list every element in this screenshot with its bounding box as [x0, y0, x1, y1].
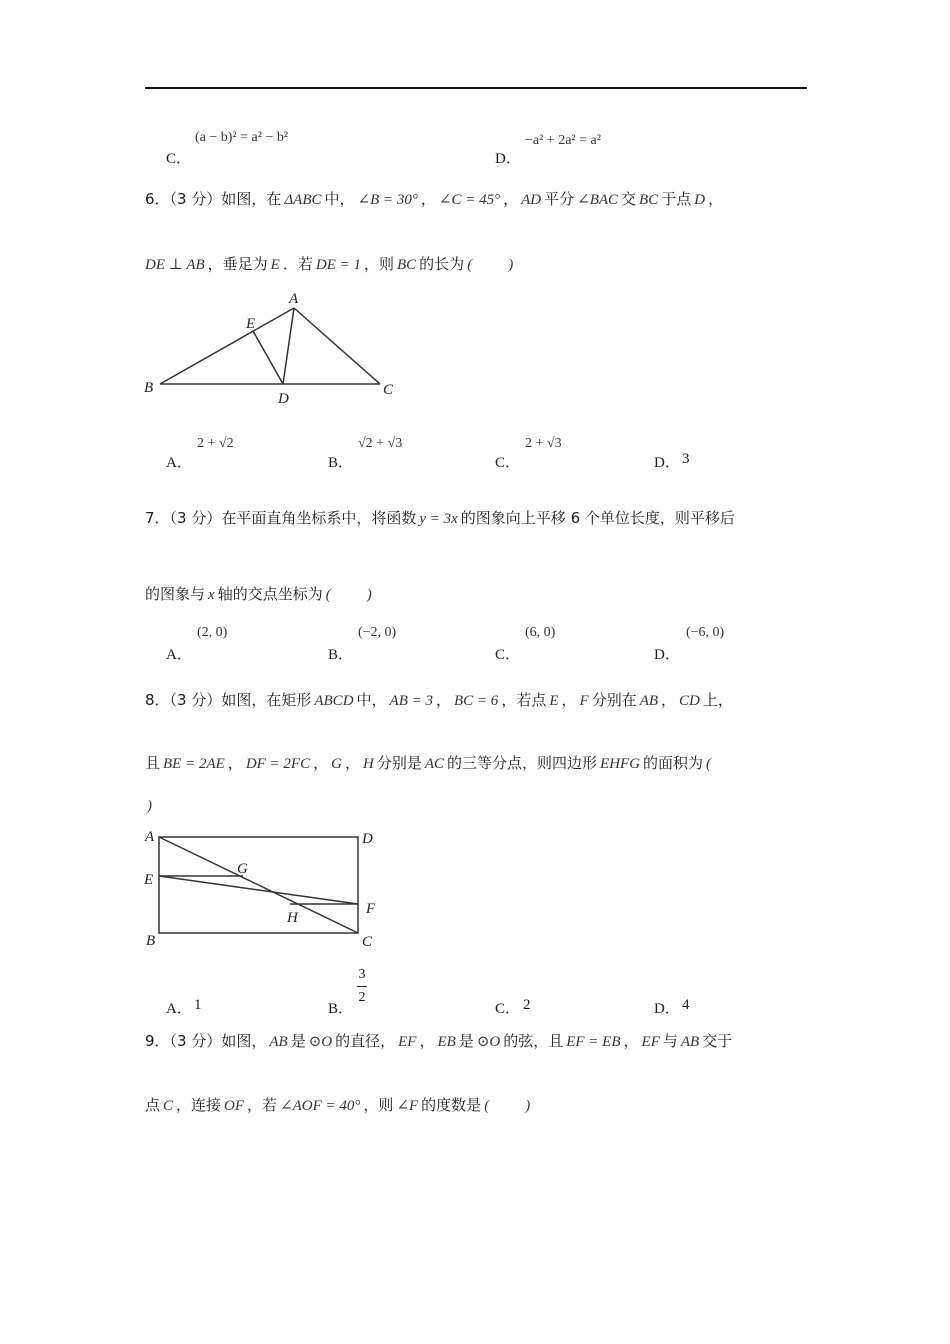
q8-text: ， [561, 691, 577, 709]
q8-text: ， [344, 754, 360, 772]
q6-text: 6．（3 分）如图，在 [145, 190, 282, 208]
q6-text: ，则 [363, 255, 394, 273]
q7-text: 的图象向上平移 6 个单位长度，则平移后 [460, 509, 735, 527]
q7-option-c-value: (6, 0) [525, 625, 556, 640]
q8-text: ，若点 [501, 691, 547, 709]
q7-text: 的图象与 [145, 585, 206, 603]
q6-text: ，垂足为 [207, 255, 268, 273]
q8-text: 的面积为 [643, 754, 704, 772]
q8-math: EHFG [600, 756, 641, 772]
q8-math: F [579, 693, 589, 709]
q8-text: ， [436, 691, 452, 709]
q8-text: 且 [145, 754, 161, 772]
fraction-denominator: 2 [358, 990, 366, 1005]
q7-text: 轴的交点坐标为 [217, 585, 323, 603]
q6-text: 中， [324, 190, 355, 208]
q6-math: DE = 1 [315, 257, 361, 273]
header-rule [145, 87, 807, 89]
fraction-numerator: 3 [358, 967, 366, 982]
segment-ad [283, 308, 294, 384]
q9-text: 是 [290, 1032, 306, 1050]
q6-math: ∠C = 45° [438, 192, 501, 208]
q8-math: BC = 6 [454, 693, 499, 709]
q7-stem-line1 [145, 507, 735, 528]
q6-text: 于点 [661, 190, 692, 208]
q8-stem-line1 [145, 689, 733, 710]
q6-math: DE ⊥ AB [145, 257, 205, 273]
q8-option-a-value: 1 [194, 997, 202, 1013]
segment-ef [159, 876, 358, 904]
q5-option-c-label: C． [166, 151, 192, 167]
q9-math: ⊙O [476, 1034, 501, 1050]
q6-option-c-value: 2 + √3 [525, 436, 562, 451]
q9-text: 的直径， [335, 1032, 396, 1050]
answer-paren-close: ) [525, 1098, 531, 1114]
q9-math: ⊙O [308, 1034, 333, 1050]
q9-text: 的度数是 [421, 1096, 482, 1114]
q6-text: ， [420, 190, 436, 208]
segment-ac [294, 308, 380, 384]
q6-text: ．若 [282, 255, 313, 273]
answer-paren-open: ( [467, 257, 473, 273]
q8-math: BE = 2AE [163, 756, 225, 772]
q6-text: ， [708, 190, 724, 208]
vertex-label-b: B [144, 380, 154, 396]
q7-option-b-label: B． [328, 647, 354, 663]
q7-stem-line2 [145, 583, 375, 604]
q7-option-c-label: C． [495, 647, 521, 663]
q8-text: 中， [356, 691, 387, 709]
q9-math: AB [680, 1034, 700, 1050]
q6-option-a-value: 2 + √2 [197, 436, 234, 451]
q6-text: 平分 [544, 190, 575, 208]
q8-text: ， [227, 754, 243, 772]
q6-option-b-label: B． [328, 455, 354, 471]
q9-text: ，若 [247, 1096, 278, 1114]
q8-stem-line2 [145, 752, 714, 773]
q6-math: ΔABC [284, 192, 322, 208]
q8-text: 分别在 [591, 691, 637, 709]
q6-math: E [270, 257, 280, 273]
answer-paren-close: ) [147, 798, 152, 814]
q9-math: EF [398, 1034, 417, 1050]
q6-option-c-label: C． [495, 455, 521, 471]
q6-math: D [694, 192, 706, 208]
q9-math: ∠F [396, 1098, 419, 1114]
vertex-label-d: D [362, 831, 373, 847]
q9-text: ， [623, 1032, 639, 1050]
q9-math: ∠AOF = 40° [280, 1098, 361, 1114]
q9-stem-line1 [145, 1030, 732, 1051]
q7-option-d-label: D． [654, 647, 680, 663]
point-label-f: F [366, 901, 376, 917]
q8-option-b-label: B． [328, 1001, 354, 1017]
q7-option-b-value: (−2, 0) [358, 625, 397, 640]
answer-paren-close: ) [508, 257, 514, 273]
point-label-g: G [237, 861, 248, 877]
q8-math: G [331, 756, 342, 772]
vertex-label-c: C [383, 382, 394, 398]
answer-paren-open: ( [484, 1098, 490, 1114]
q8-math: ABCD [314, 693, 354, 709]
q6-text: 交 [621, 190, 637, 208]
point-label-e: E [144, 872, 154, 888]
q9-math: AB [269, 1034, 288, 1050]
q5-option-c-expr: (a − b)² = a² − b² [195, 130, 289, 145]
vertex-label-a: A [145, 829, 155, 845]
q6-math: BC [639, 192, 659, 208]
q7-option-a-value: (2, 0) [197, 625, 228, 640]
q8-option-d-value: 4 [682, 997, 690, 1013]
q8-text: 上， [702, 691, 733, 709]
vertex-label-d: D [278, 391, 289, 407]
q7-math: x [208, 587, 215, 603]
q8-math: E [549, 693, 559, 709]
vertex-label-b: B [146, 933, 156, 949]
q7-math: y = 3x [419, 511, 458, 527]
q8-rectangle-figure [138, 823, 388, 953]
q8-math: AB = 3 [389, 693, 433, 709]
q8-text: ， [661, 691, 677, 709]
answer-paren-close: ) [366, 587, 372, 603]
diagonal-ac [159, 837, 358, 933]
q6-stem-line1 [145, 188, 723, 209]
answer-paren-open: ( [706, 756, 712, 772]
q7-text: 7．（3 分）在平面直角坐标系中，将函数 [145, 509, 417, 527]
q8-math: DF = 2FC [245, 756, 311, 772]
q6-option-b-value: √2 + √3 [358, 436, 403, 451]
q9-text: 是 [458, 1032, 474, 1050]
q8-math: H [362, 756, 374, 772]
q9-stem-line2 [145, 1094, 533, 1115]
q8-math: CD [679, 693, 700, 709]
q8-option-b-fraction [357, 967, 367, 1006]
q6-math: BC [397, 257, 417, 273]
q6-option-d-label: D． [654, 455, 680, 471]
q6-option-d-value: 3 [682, 451, 690, 467]
q8-text: 分别是 [376, 754, 422, 772]
q8-text: 8．（3 分）如图，在矩形 [145, 691, 312, 709]
point-label-h: H [287, 910, 298, 926]
q8-option-c-value: 2 [523, 997, 531, 1013]
q9-text: 点 [145, 1096, 161, 1114]
q6-option-a-label: A． [166, 455, 192, 471]
q6-math: ∠BAC [577, 192, 619, 208]
q8-option-d-label: D． [654, 1001, 680, 1017]
segment-ba [160, 308, 294, 384]
vertex-label-e: E [246, 316, 256, 332]
q9-text: ，则 [363, 1096, 394, 1114]
q8-text: ， [313, 754, 329, 772]
q9-math: C [163, 1098, 174, 1114]
q8-option-a-label: A． [166, 1001, 192, 1017]
q8-text: 的三等分点，则四边形 [447, 754, 598, 772]
q7-option-d-value: (−6, 0) [686, 625, 725, 640]
q9-text: 的弦，且 [503, 1032, 564, 1050]
q6-math: ∠B = 30° [357, 192, 418, 208]
segment-de [253, 331, 283, 384]
q9-text: ，连接 [176, 1096, 222, 1114]
q9-math: EF [641, 1034, 660, 1050]
q9-text: 9．（3 分）如图， [145, 1032, 267, 1050]
q6-triangle-figure [140, 288, 400, 410]
q9-math: EF = EB [566, 1034, 621, 1050]
q9-text: 与 [662, 1032, 678, 1050]
q8-math: AB [639, 693, 659, 709]
q6-text: ， [503, 190, 519, 208]
q9-math: EB [437, 1034, 456, 1050]
answer-paren-open: ( [325, 587, 331, 603]
q5-option-d-expr: −a² + 2a² = a² [525, 133, 601, 148]
q6-stem-line2 [145, 253, 516, 274]
q9-math: OF [224, 1098, 245, 1114]
q6-text: 的长为 [419, 255, 465, 273]
q6-math: AD [521, 192, 542, 208]
vertex-label-c: C [362, 934, 373, 950]
vertex-label-a: A [289, 291, 299, 307]
q9-text: ， [419, 1032, 435, 1050]
q8-math: AC [424, 756, 445, 772]
q5-option-d-label: D． [495, 151, 521, 167]
q7-option-a-label: A． [166, 647, 192, 663]
q9-text: 交于 [702, 1032, 733, 1050]
q8-option-c-label: C． [495, 1001, 521, 1017]
fraction-bar [357, 986, 367, 987]
